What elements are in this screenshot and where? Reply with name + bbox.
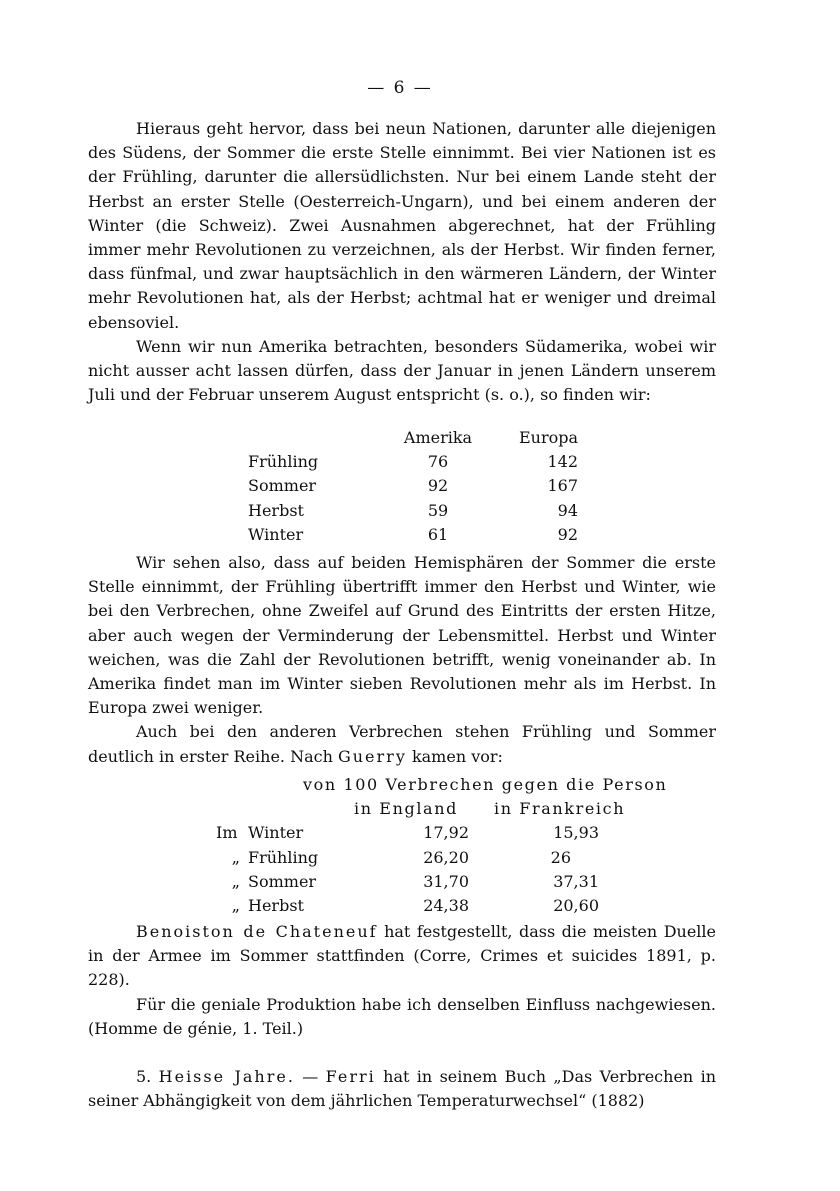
season-label: Sommer	[248, 871, 317, 891]
text-block-middle	[88, 551, 716, 769]
england-value: 31,70	[423, 871, 469, 891]
europe-value: 92	[557, 524, 578, 544]
table-header-caption: von 100 Verbrechen gegen die Person	[303, 775, 668, 794]
france-value: 37,31	[553, 871, 599, 891]
text-block-bottom	[88, 920, 716, 1041]
france-value: 26	[550, 847, 571, 867]
table-row	[216, 870, 667, 894]
table-header-cell: Europa	[518, 428, 578, 447]
row-prefix: „	[231, 896, 240, 916]
season-label: Winter	[248, 823, 304, 843]
row-prefix: Im	[216, 823, 238, 843]
paragraph-hemispheres: Wir sehen also, dass auf beiden Hemisphären der Sommer die erste Stelle einnimmt, der Frühling übertrifft immer den Herbst und Winter, wie bei den Verbrechen, ohne Zweifel auf Grund des Eintritts der ersten Hitze, aber auch wegen der Verminderung der Lebensmittel. Herbst und Winter weichen, was die Zahl der Revolutionen betrifft, wenig voneinander ab. In Amerika findet man im Winter sieben Revolutionen mehr als im Herbst. In Europa zwei weniger.	[88, 553, 716, 718]
season-label: Frühling	[248, 847, 319, 867]
paragraph-genius: Für die geniale Produktion habe ich denselben Einfluss nachgewiesen. (Homme de génie, 1. Teil.)	[88, 994, 716, 1038]
guerry-text-before: Auch bei den anderen Verbrechen stehen Frühling und Sommer deutlich in erster Reihe. Nach	[88, 722, 716, 766]
table-header-cell: in England	[354, 799, 458, 819]
table-row	[216, 846, 667, 870]
author-guerry: Guerry	[337, 746, 407, 766]
season-label: Herbst	[248, 500, 304, 520]
america-value: 61	[427, 524, 449, 544]
europe-value: 142	[547, 452, 578, 472]
america-value: 59	[427, 500, 449, 520]
table-row	[216, 821, 667, 845]
row-prefix: „	[231, 847, 240, 867]
section-dash: —	[294, 1067, 326, 1086]
table-header-row	[216, 797, 667, 821]
season-revolution-table	[248, 426, 578, 547]
table-header-cell: Amerika	[403, 428, 473, 447]
page-number: — 6 —	[367, 78, 433, 98]
table-row	[248, 523, 578, 547]
europe-value: 167	[547, 476, 578, 496]
author-ferri: Ferri	[325, 1067, 376, 1086]
paragraph-america-intro: Wenn wir nun Amerika betrachten, besonders Südamerika, wobei wir nicht ausser acht lassen dürfen, dass der Januar in jenen Ländern unserem Juli und der Februar unserem August entspricht (s. o.), so finden wir:	[88, 336, 716, 405]
france-value: 15,93	[553, 823, 599, 843]
america-value: 92	[427, 476, 449, 496]
season-label: Sommer	[248, 476, 317, 496]
table-row	[248, 499, 578, 523]
table-row	[248, 450, 578, 474]
paragraph-guerry	[88, 720, 716, 768]
table-row	[216, 894, 667, 918]
paragraph-hot-years	[88, 1065, 716, 1113]
america-value: 76	[427, 452, 449, 472]
france-value: 20,60	[553, 896, 599, 916]
section-number: 5.	[136, 1067, 152, 1086]
row-prefix: „	[231, 871, 240, 891]
table-header-cell: in Frankreich	[494, 799, 626, 819]
england-value: 17,92	[423, 823, 469, 843]
author-benoiston: Benoiston de Chateneuf	[136, 922, 378, 941]
guerry-text-after: kamen vor:	[406, 746, 503, 766]
paragraph-seasons-summary: Hieraus geht hervor, dass bei neun Nationen, darunter alle diejenigen des Südens, der Sommer die erste Stelle einnimmt. Bei vier Nationen ist es der Frühling, darunter die allersüdlichsten. Nur bei einem Lande steht der Herbst an erster Stelle (Oesterreich-Ungarn), und bei einem anderen der Winter (die Schweiz). Zwei Ausnahmen abgerechnet, hat der Frühling immer mehr Revolutionen zu verzeichnen, als der Herbst. Wir finden ferner, dass fünfmal, und zwar hauptsächlich in den wärmeren Ländern, der Winter mehr Revolutionen hat, als der Herbst; achtmal hat er weniger und dreimal ebensoviel.	[88, 119, 716, 332]
england-value: 26,20	[423, 847, 469, 867]
paragraph-benoiston	[88, 920, 716, 993]
england-value: 24,38	[423, 896, 469, 916]
text-block-section5	[88, 1065, 716, 1113]
table-row	[248, 474, 578, 498]
season-label: Frühling	[248, 452, 319, 472]
table-header-cell	[248, 426, 388, 450]
table-header-row	[248, 426, 578, 450]
season-label: Herbst	[248, 896, 304, 916]
season-label: Winter	[248, 524, 304, 544]
text-block-top	[88, 117, 716, 407]
section-title: Heisse Jahre.	[158, 1067, 295, 1086]
europe-value: 94	[557, 500, 578, 520]
benoiston-text: hat festgestellt, dass die meisten Duelle in der Armee im Sommer stattfinden (Corre, Crimes et suicides 1891, p. 228).	[88, 922, 716, 990]
section-text: hat in seinem Buch „Das Verbrechen in seiner Abhängigkeit von dem jährlichen Temperaturwechsel“ (1882)	[88, 1067, 717, 1111]
crime-season-table	[216, 773, 667, 918]
